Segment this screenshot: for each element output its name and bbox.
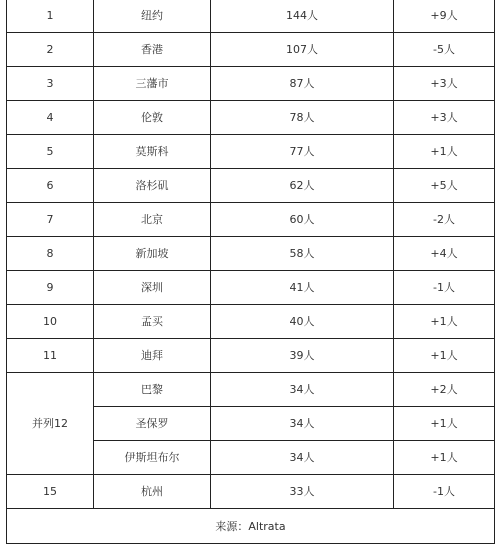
rank-cell: 3 bbox=[7, 67, 94, 101]
table-row bbox=[7, 135, 495, 169]
city-cell: 杭州 bbox=[94, 475, 211, 509]
city-cell: 洛杉矶 bbox=[94, 169, 211, 203]
change-cell: +1人 bbox=[394, 339, 495, 373]
table-row bbox=[7, 67, 495, 101]
city-cell: 新加坡 bbox=[94, 237, 211, 271]
table-row bbox=[7, 475, 495, 509]
table-row bbox=[7, 237, 495, 271]
count-cell: 87人 bbox=[211, 67, 394, 101]
change-cell: +1人 bbox=[394, 305, 495, 339]
city-cell: 伊斯坦布尔 bbox=[94, 441, 211, 475]
count-cell: 34人 bbox=[211, 407, 394, 441]
ranking-table-container bbox=[6, 0, 494, 544]
change-cell: +2人 bbox=[394, 373, 495, 407]
change-cell: -1人 bbox=[394, 475, 495, 509]
change-cell: +1人 bbox=[394, 135, 495, 169]
city-cell: 深圳 bbox=[94, 271, 211, 305]
city-cell: 圣保罗 bbox=[94, 407, 211, 441]
rank-cell: 15 bbox=[7, 475, 94, 509]
ranking-table-body bbox=[7, 0, 495, 544]
change-cell: +1人 bbox=[394, 441, 495, 475]
rank-cell: 9 bbox=[7, 271, 94, 305]
table-row bbox=[7, 339, 495, 373]
count-cell: 34人 bbox=[211, 441, 394, 475]
rank-cell: 4 bbox=[7, 101, 94, 135]
table-row bbox=[7, 305, 495, 339]
count-cell: 60人 bbox=[211, 203, 394, 237]
source-row bbox=[7, 509, 495, 544]
source-note: 来源：Altrata bbox=[7, 509, 495, 544]
rank-cell: 5 bbox=[7, 135, 94, 169]
city-cell: 三藩市 bbox=[94, 67, 211, 101]
count-cell: 78人 bbox=[211, 101, 394, 135]
change-cell: -1人 bbox=[394, 271, 495, 305]
city-cell: 孟买 bbox=[94, 305, 211, 339]
change-cell: +9人 bbox=[394, 0, 495, 33]
count-cell: 62人 bbox=[211, 169, 394, 203]
city-cell: 巴黎 bbox=[94, 373, 211, 407]
rank-cell: 6 bbox=[7, 169, 94, 203]
city-cell: 莫斯科 bbox=[94, 135, 211, 169]
table-row bbox=[7, 101, 495, 135]
city-cell: 纽约 bbox=[94, 0, 211, 33]
count-cell: 34人 bbox=[211, 373, 394, 407]
rank-cell: 11 bbox=[7, 339, 94, 373]
count-cell: 77人 bbox=[211, 135, 394, 169]
tied-rank-cell: 并列12 bbox=[7, 373, 94, 475]
count-cell: 144人 bbox=[211, 0, 394, 33]
rank-cell: 8 bbox=[7, 237, 94, 271]
table-row bbox=[7, 203, 495, 237]
change-cell: +3人 bbox=[394, 101, 495, 135]
change-cell: +5人 bbox=[394, 169, 495, 203]
change-cell: +1人 bbox=[394, 407, 495, 441]
count-cell: 40人 bbox=[211, 305, 394, 339]
count-cell: 39人 bbox=[211, 339, 394, 373]
table-row bbox=[7, 0, 495, 33]
count-cell: 33人 bbox=[211, 475, 394, 509]
table-row bbox=[7, 169, 495, 203]
rank-cell: 10 bbox=[7, 305, 94, 339]
count-cell: 107人 bbox=[211, 33, 394, 67]
city-cell: 北京 bbox=[94, 203, 211, 237]
count-cell: 58人 bbox=[211, 237, 394, 271]
rank-cell: 7 bbox=[7, 203, 94, 237]
rank-cell: 2 bbox=[7, 33, 94, 67]
table-row bbox=[7, 271, 495, 305]
table-row bbox=[7, 373, 495, 407]
table-row bbox=[7, 33, 495, 67]
count-cell: 41人 bbox=[211, 271, 394, 305]
change-cell: -5人 bbox=[394, 33, 495, 67]
city-cell: 伦敦 bbox=[94, 101, 211, 135]
city-cell: 香港 bbox=[94, 33, 211, 67]
change-cell: -2人 bbox=[394, 203, 495, 237]
change-cell: +3人 bbox=[394, 67, 495, 101]
rank-cell: 1 bbox=[7, 0, 94, 33]
city-ranking-table bbox=[6, 0, 495, 544]
city-cell: 迪拜 bbox=[94, 339, 211, 373]
change-cell: +4人 bbox=[394, 237, 495, 271]
